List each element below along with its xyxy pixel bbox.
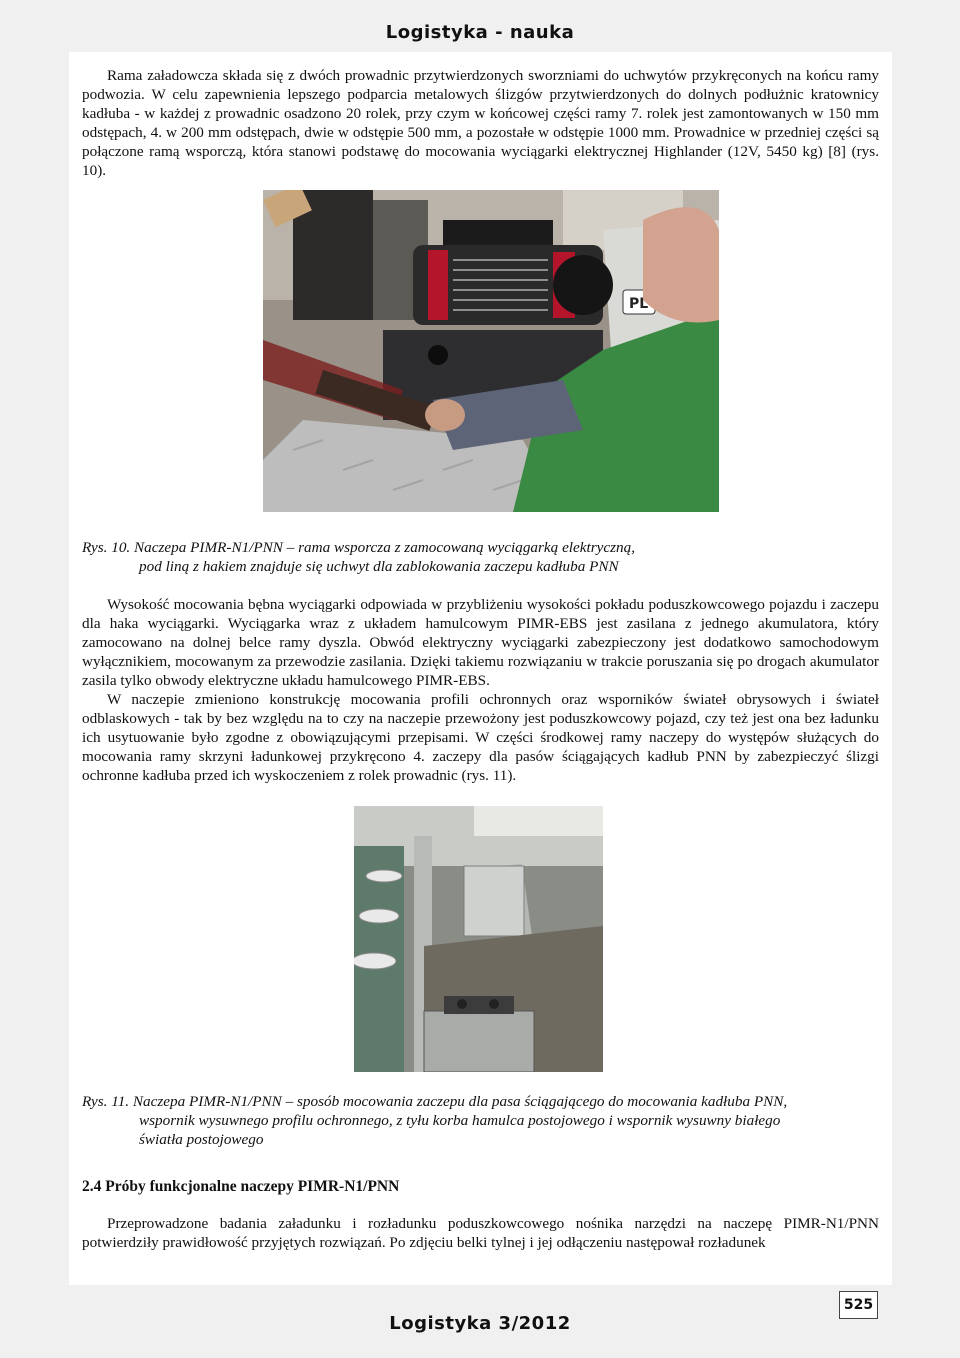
plate-label: PL bbox=[629, 296, 649, 312]
paragraph-functional-tests: Przeprowadzone badania załadunku i rozładunku poduszkowcowego nośnika narzędzi na naczepę PIMR-N1/PNN potwierdziły prawidłowość przyjętych rozwiązań. Po zdjęciu belki tylnej i jej odłączeniu następował rozładunek bbox=[82, 1215, 879, 1251]
running-header: Logistyka - nauka bbox=[385, 22, 575, 43]
figure-10-caption-line1: Rys. 10. Naczepa PIMR-N1/PNN – rama wsporcza z zamocowaną wyciągarką elektryczną, bbox=[82, 539, 636, 556]
section-heading: 2.4 Próby funkcjonalne naczepy PIMR-N1/PNN bbox=[82, 1178, 400, 1195]
page-number: 525 bbox=[839, 1291, 878, 1319]
figure-11-photo bbox=[354, 806, 603, 1072]
figure-11-caption bbox=[82, 1092, 879, 1149]
article-content bbox=[82, 66, 879, 1252]
paragraph-protective-profiles: W naczepie zmieniono konstrukcję mocowania profili ochronnych oraz wsporników świateł obrysowych i świateł odblaskowych - tak by bez względu na to czy na naczepie przewożony jest poduszkowcowy pojazd, czy też jest ona bez ładunku ich usytuowanie było zgodne z obowiązującymi przepisami. W części środkowej ramy naczepy do występów służących do mocowania ramy skrzyni ładunkowej przykręcono 4. zaczepy dla pasów ściągających kadłub PNN by zabezpieczyć ślizgi ochronne kadłuba przed ich wyskoczeniem z rolek prowadnic (rys. 11). bbox=[82, 691, 879, 784]
figure-10-photo bbox=[263, 190, 719, 512]
paragraph-winch-mounting: Wysokość mocowania bębna wyciągarki odpowiada w przybliżeniu wysokości pokładu poduszkowcowego pojazdu i zaczepu dla haka wyciągarki. Wyciągarka wraz z układem hamulcowym PIMR-EBS jest zasilana z jednego akumulatora, który zamocowano na dolnej belce ramy dyszla. Obwód elektryczny wyciągarki zabezpieczony jest dodatkowo samochodowym wyłącznikiem, mocowanym za przewodzie zasilania. Dzięki takiemu rozwiązaniu w trakcie poruszania się po drogach akumulator zasila tylko obwody elektryczne układu hamulcowego PIMR-EBS. bbox=[82, 596, 879, 689]
figure-11-caption-line3: światła postojowego bbox=[139, 1131, 264, 1148]
figure-11-caption-line1: Rys. 11. Naczepa PIMR-N1/PNN – sposób mocowania zaczepu dla pasa ściągającego do mocowania kadłuba PNN, bbox=[82, 1093, 788, 1110]
figure-11-caption-line2: wspornik wysuwnego profilu ochronnego, z tyłu korba hamulca postojowego i wspornik wysuwny białego bbox=[139, 1112, 781, 1129]
running-footer: Logistyka 3/2012 bbox=[389, 1313, 571, 1334]
figure-10-caption-line2: pod liną z hakiem znajduje się uchwyt dla zablokowania zaczepu kadłuba PNN bbox=[139, 558, 619, 575]
figure-10-caption bbox=[82, 538, 879, 576]
page-panel bbox=[69, 52, 892, 1285]
paragraph-loading-frame: Rama załadowcza składa się z dwóch prowadnic przytwierdzonych sworzniami do uchwytów przykręconych na końcu ramy podwozia. W celu zapewnienia lepszego podparcia metalowych ślizgów przytwierdzonych do dolnych podłużnic kratownicy kadłuba - w każdej z prowadnic osadzono 20 rolek, przy czym w końcowej części ramy 7. rolek jest zamontowanych w 150 mm odstępach, 4. w 200 mm odstępach, dwie w odstępie 500 mm, a pozostałe w odstępie 1000 mm. Prowadnice w przedniej części są połączone ramą wsporczą, która stanowi podstawę do mocowania wyciągarki elektrycznej Highlander (12V, 5450 kg) [8] (rys. 10). bbox=[82, 67, 879, 179]
